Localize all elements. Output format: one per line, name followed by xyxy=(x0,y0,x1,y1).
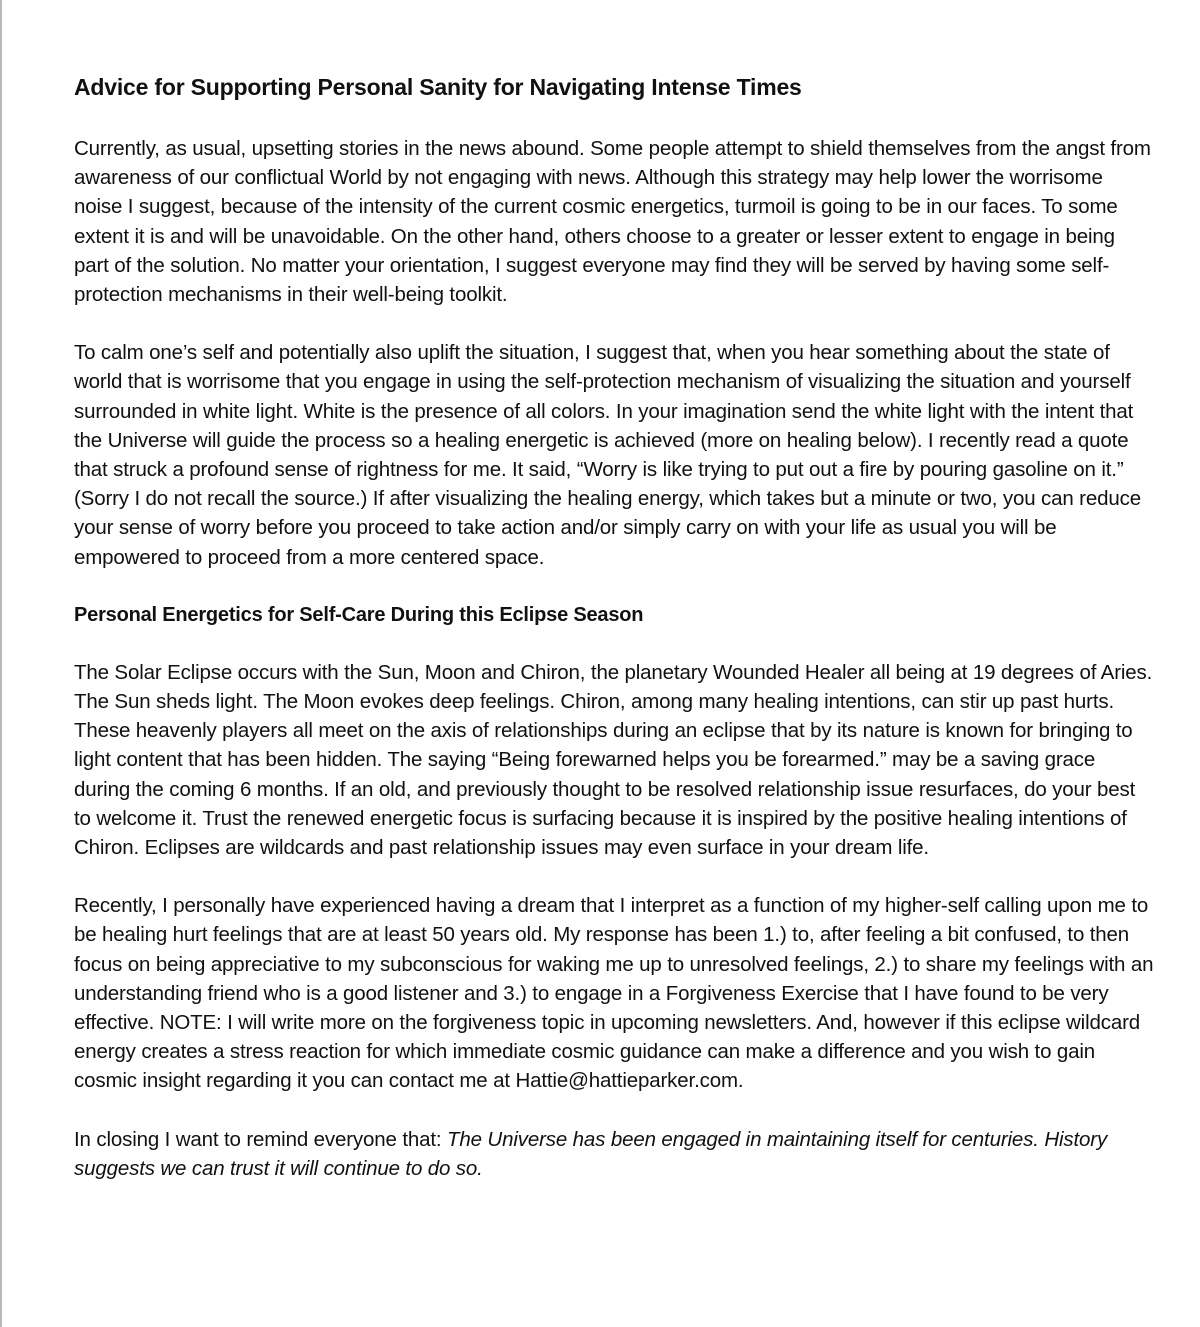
section-heading-eclipse: Personal Energetics for Self-Care During this Eclipse Season xyxy=(74,603,644,626)
spacer xyxy=(74,102,1154,134)
spacer xyxy=(74,862,1154,891)
paragraph-news-stories: Currently, as usual, upsetting stories in the news abound. Some people attempt to shield themselves from the angst from awareness of our conflictual World by not engaging with news. Although this strategy may help lower the worrisome noise I suggest, because of the intensity of the current cosmic energetics, turmoil is going to be in our faces. To some extent it is and will be unavoidable. On the other hand, others choose to a greater or lesser extent to engage in being part of the solution. No matter your orientation, I suggest everyone may find they will be served by having some self-protection mechanisms in their well-being toolkit. xyxy=(74,137,1151,307)
spacer xyxy=(74,629,1154,658)
paragraph-personal-dream: Recently, I personally have experienced having a dream that I interpret as a function of my higher-self calling upon me to be healing hurt feelings that are at least 50 years old. My response has been 1.) to, after feeling a bit confused, to then focus on being appreciative to my subconscious for waking me up to unresolved feelings, 2.) to share my feelings with an understanding friend who is a good listener and 3.) to engage in a Forgiveness Exercise that I have found to be very effective. NOTE: I will write more on the forgiveness topic in upcoming newsletters. And, however if this eclipse wildcard energy creates a stress reaction for which immediate cosmic guidance can make a difference and you wish to gain cosmic insight regarding it you can contact me at Hattie@hattieparker.com. xyxy=(74,894,1154,1093)
paragraph-white-light: To calm one’s self and potentially also uplift the situation, I suggest that, when you hear something about the state of world that is worrisome that you engage in using the self-protection mechanism of visualizing the situation and yourself surrounded in white light. White is the presence of all colors. In your imagination send the white light with the intent that the Universe will guide the process so a healing energetic is achieved (more on healing below). I recently read a quote that struck a profound sense of rightness for me. It said, “Worry is like trying to put out a fire by pouring gasoline on it.” (Sorry I do not recall the source.) If after visualizing the healing energy, which takes but a minute or two, you can reduce your sense of worry before you proceed to take action and/or simply carry on with your life as usual you will be empowered to proceed from a more centered space. xyxy=(74,341,1141,569)
closing-intro: In closing I want to remind everyone that: xyxy=(74,1127,448,1151)
spacer xyxy=(74,1096,1154,1125)
closing-italic-quote: The Universe has been engaged in maintaining itself for centuries. History suggests we can trust it will continue to do so. xyxy=(74,1127,1108,1180)
paragraph-solar-eclipse: The Solar Eclipse occurs with the Sun, Moon and Chiron, the planetary Wounded Healer all being at 19 degrees of Aries. The Sun sheds light. The Moon evokes deep feelings. Chiron, among many healing intentions, can stir up past hurts. These heavenly players all meet on the axis of relationships during an eclipse that by its nature is known for bringing to light content that has been hidden. The saying “Being forewarned helps you be forearmed.” may be a saving grace during the coming 6 months. If an old, and previously thought to be resolved relationship issue resurfaces, do your best to welcome it. Trust the renewed energetic focus is surfacing because it is inspired by the positive healing intentions of Chiron. Eclipses are wildcards and past relationship issues may even surface in your dream life. xyxy=(74,660,1153,860)
spacer xyxy=(74,572,1154,601)
document-title: Advice for Supporting Personal Sanity for Navigating Intense Times xyxy=(74,74,802,100)
document-body xyxy=(74,72,1154,1183)
paragraph-closing xyxy=(74,1125,1154,1183)
spacer xyxy=(74,309,1154,338)
